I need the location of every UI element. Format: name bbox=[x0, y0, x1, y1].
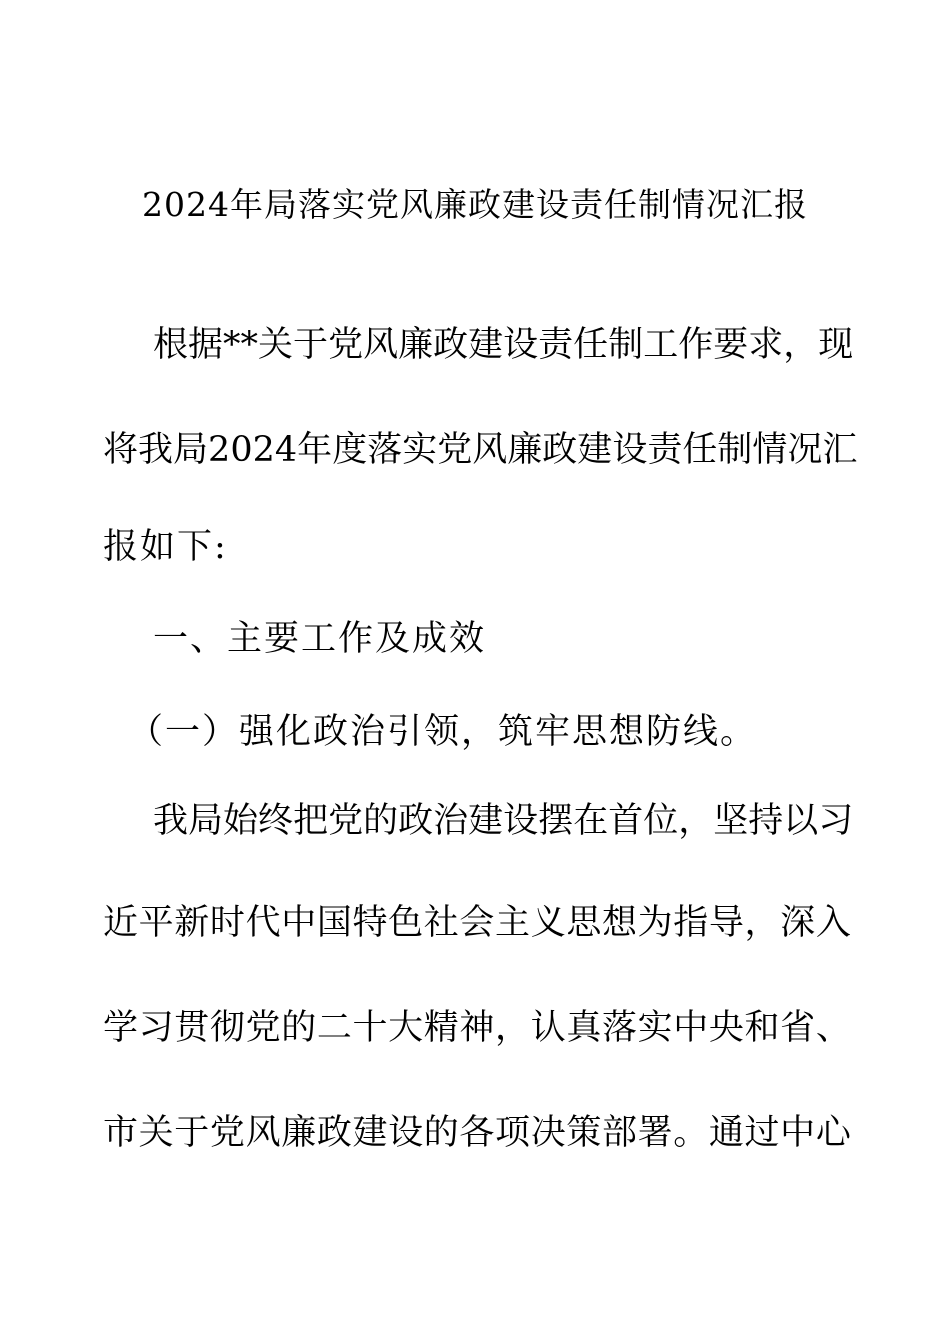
section-1-heading: 一、主要工作及成效 bbox=[153, 619, 487, 659]
intro-line-1: 根 据 * * 关 于 党 风 廉 政 建 设 责 任 制 工 作 要 求 ， 现 bbox=[153, 325, 854, 365]
paragraph-1-line-4: 市 关 于 党 风 廉 政 建 设 的 各 项 决 策 部 署 。 通 过 中 心 bbox=[103, 1113, 851, 1153]
paragraph-1-line-1: 我 局 始 终 把 党 的 政 治 建 设 摆 在 首 位 ， 坚 持 以 习 bbox=[153, 801, 854, 841]
subsection-1-heading: （一）强化政治引领，筑牢思想防线。 bbox=[128, 712, 758, 752]
intro-line-2: 将 我 局 2 0 2 4 年 度 落 实 党 风 廉 政 建 设 责 任 制 情 况 汇 bbox=[103, 430, 858, 470]
paragraph-1-line-2: 近 平 新 时 代 中 国 特 色 社 会 主 义 思 想 为 指 导 ， 深 入 bbox=[103, 903, 851, 943]
document-title: 2024年局落实党风廉政建设责任制情况汇报 bbox=[142, 185, 808, 224]
intro-line-3: 报如下: bbox=[103, 527, 228, 567]
paragraph-1-line-3: 学 习 贯 彻 党 的 二 十 大 精 神 ， 认 真 落 实 中 央 和 省 、 bbox=[103, 1008, 851, 1048]
